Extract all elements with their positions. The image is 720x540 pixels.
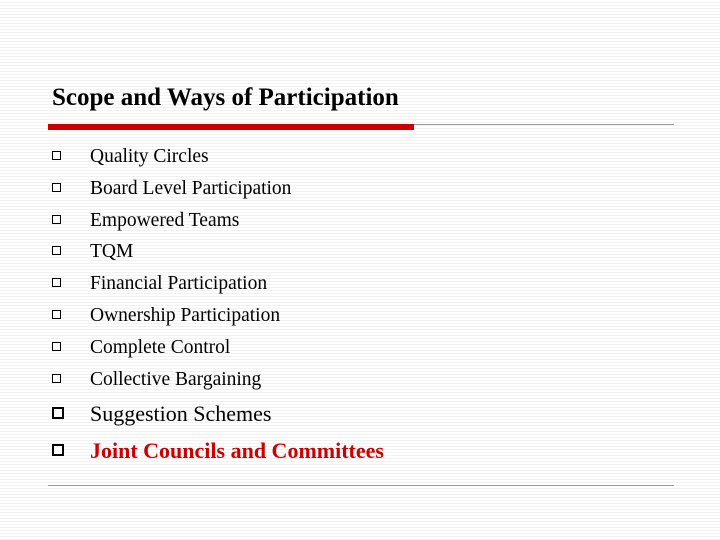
list-item-large bbox=[52, 395, 672, 432]
list-item bbox=[52, 268, 672, 300]
list-item bbox=[52, 141, 672, 173]
list-item bbox=[52, 332, 672, 364]
title-accent-rule bbox=[48, 124, 414, 130]
list-item-label: Joint Councils and Committees bbox=[90, 438, 384, 464]
hollow-square-bullet-icon bbox=[52, 310, 61, 319]
hollow-square-bullet-icon bbox=[52, 407, 64, 419]
list-item-label: Complete Control bbox=[90, 336, 231, 358]
hollow-square-bullet-icon bbox=[52, 151, 61, 160]
hollow-square-bullet-icon bbox=[52, 374, 61, 383]
list-item-label: Empowered Teams bbox=[90, 209, 240, 231]
hollow-square-bullet-icon bbox=[52, 444, 64, 456]
title-divider-line bbox=[414, 124, 674, 125]
slide-title: Scope and Ways of Participation bbox=[52, 84, 399, 111]
list-item-highlighted bbox=[52, 432, 672, 469]
list-item bbox=[52, 173, 672, 205]
hollow-square-bullet-icon bbox=[52, 278, 61, 287]
list-item-label: Quality Circles bbox=[90, 146, 209, 167]
bullet-list bbox=[52, 141, 672, 469]
hollow-square-bullet-icon bbox=[52, 342, 61, 351]
list-item-label: Collective Bargaining bbox=[90, 368, 262, 390]
list-item-label: Financial Participation bbox=[90, 273, 268, 295]
list-item-label: Board Level Participation bbox=[90, 177, 292, 199]
hollow-square-bullet-icon bbox=[52, 183, 61, 192]
list-item bbox=[52, 236, 672, 268]
hollow-square-bullet-icon bbox=[52, 246, 61, 255]
list-item-label: Suggestion Schemes bbox=[90, 401, 272, 427]
list-item-label: Ownership Participation bbox=[90, 304, 281, 326]
list-item bbox=[52, 205, 672, 237]
footer-divider-line bbox=[48, 485, 674, 486]
list-item-label: TQM bbox=[90, 241, 134, 263]
list-item bbox=[52, 300, 672, 332]
list-item bbox=[52, 364, 672, 396]
hollow-square-bullet-icon bbox=[52, 215, 61, 224]
